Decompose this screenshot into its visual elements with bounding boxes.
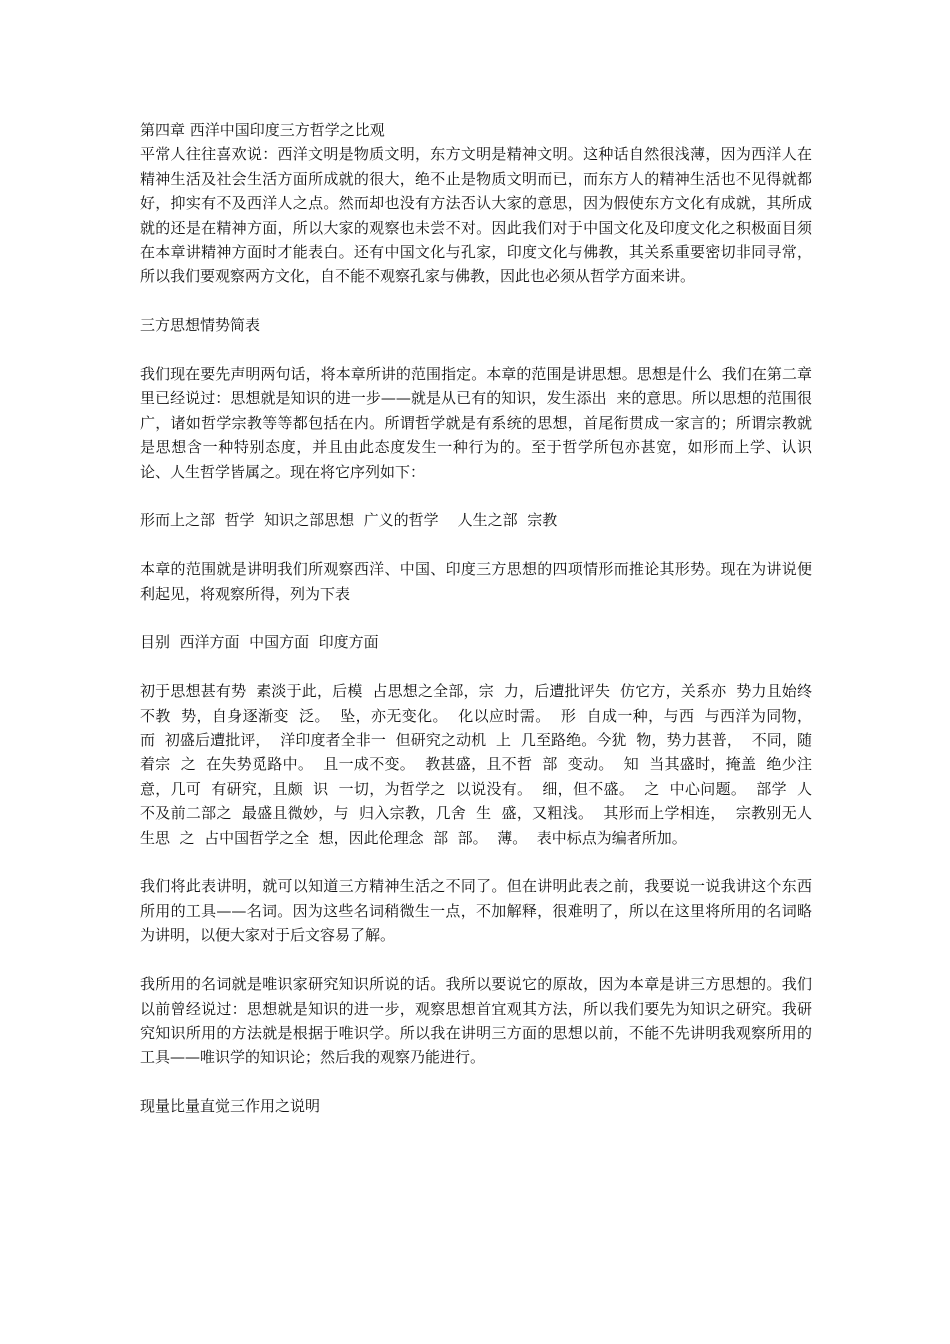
terms-paragraph: 我所用的名词就是唯识家研究知识所说的话。我所以要说它的原故，因为本章是讲三方思想的。我们以前曾经说过：思想就是知识的进一步，观察思想首宜观其方法，所以我们要先为知识之研究。我研究知识所用的方法就是根据于唯识学。所以我在讲明三方面的思想以前，不能不先讲明我观察所用的工具——唯识学的知识论；然后我的观察乃能进行。 bbox=[140, 975, 812, 1067]
table-body-text: 初于思想甚有势 素淡于此，后模 占思想之全部，宗 力，后遭批评失 仿它方，关系亦 势力且始终不教 势，自身逐渐变 泛。 坠，亦无变化。 化以应时需。 形 自成一种，与西 与西洋为同物， 而 初盛后遭批评， 洋印度者全非一 但研究之动机 上 几至路绝。今犹 物，势力甚普， 不同，随着宗 之 在失势觅路中。 且一成不变。 教甚盛，且不哲 部 变动。 知 当其盛时，掩盖 绝少注意，几可 有研究，且颇 识 一切，为哲学之 以说没有。 细，但不盛。 之 中心问题。 部学 人 不及前二部之 最盛且微妙，与 归入宗教，几舍 生 盛，又粗浅。 其形而上学相连， 宗教别无人生思 之 占中国哲学之全 想，因此伦理念 部 部。 薄。 表中标点为编者所加。 bbox=[140, 682, 822, 847]
tools-paragraph: 我们将此表讲明，就可以知道三方精神生活之不同了。但在讲明此表之前，我要说一说我讲这个东西所用的工具——名词。因为这些名词稍微生一点，不加解释，很难明了，所以在这里将所用的名词略为讲明，以便大家对于后文容易了解。 bbox=[140, 877, 812, 945]
chapter-title: 第四章 西洋中国印度三方哲学之比观 bbox=[140, 121, 385, 139]
intro-paragraph: 平常人往往喜欢说：西洋文明是物质文明，东方文明是精神文明。这种话自然很浅薄，因为西洋人在精神生活及社会生活方面所成就的很大，绝不止是物质文明而已，而东方人的精神生活也不见得就都好，抑实有不及西洋人之点。然而却也没有方法否认大家的意思，因为假使东方文化有成就，其所成就的还是在精神方面，所以大家的观察也未尝不对。因此我们对于中国文化及印度文化之积极面目须在本章讲精神方面时才能表白。还有中国文化与孔家，印度文化与佛教，其关系重要密切非同寻常，所以我们要观察两方文化，自不能不观察孔家与佛教，因此也必须从哲学方面来讲。 bbox=[140, 145, 812, 286]
section-heading-pramana: 现量比量直觉三作用之说明 bbox=[140, 1097, 321, 1116]
table-header-line: 目别 西洋方面 中国方面 印度方面 bbox=[140, 633, 379, 652]
section-heading-table: 三方思想情势简表 bbox=[140, 316, 261, 335]
document-body bbox=[140, 118, 822, 1119]
range-paragraph: 本章的范围就是讲明我们所观察西洋、中国、印度三方思想的四项情形而推论其形势。现在为讲说便利起见，将观察所得，列为下表 bbox=[140, 560, 812, 603]
categories-line: 形而上之部 哲学 知识之部思想 广义的哲学 人生之部 宗教 bbox=[140, 511, 558, 530]
scope-paragraph: 我们现在要先声明两句话，将本章所讲的范围指定。本章的范围是讲思想。思想是什么 我们在第二章里已经说过：思想就是知识的进一步——就是从已有的知识，发生添出 来的意思。所以思想的范围很广，诸如哲学宗教等等都包括在内。所谓哲学就是有系统的思想，首尾衔贯成一家言的；所谓宗教就是思想含一种特别态度，并且由此态度发生一种行为的。至于哲学所包亦甚宽，如形而上学、认识论、人生哲学皆属之。现在将它序列如下： bbox=[140, 365, 812, 481]
